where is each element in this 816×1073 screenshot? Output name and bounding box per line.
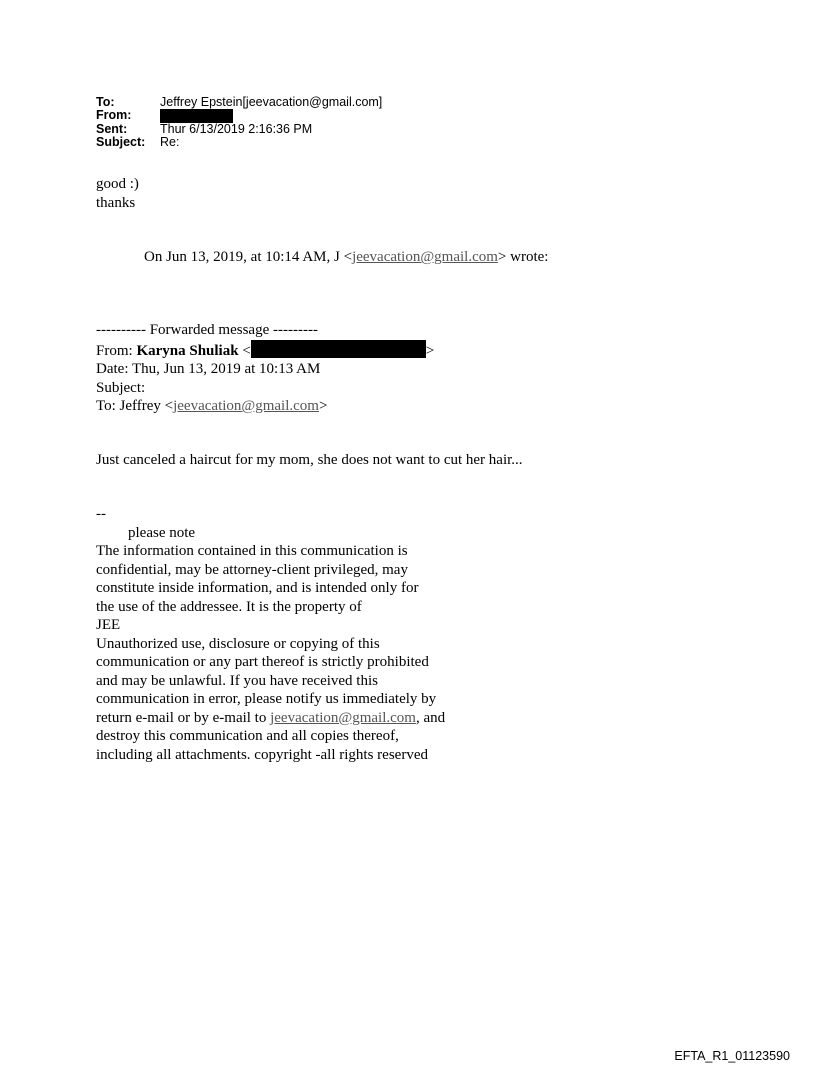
- signature-line: confidential, may be attorney-client privileged, may: [96, 561, 408, 578]
- subject-value: Re:: [160, 135, 180, 149]
- return-prefix: return e-mail or by e-mail to: [96, 709, 271, 726]
- from-label: From:: [96, 108, 132, 122]
- from-open: <: [238, 342, 251, 359]
- signature-line: including all attachments. copyright -all rights reserved: [96, 746, 428, 763]
- forwarded-to: [96, 397, 434, 416]
- signature-dashes: --: [96, 506, 106, 522]
- forwarded-header: [96, 321, 434, 416]
- signature-block: [96, 505, 445, 764]
- to-label: To:: [96, 95, 115, 109]
- forwarded-date: Date: Thu, Jun 13, 2019 at 10:13 AM: [96, 361, 321, 377]
- reply-text: [96, 175, 139, 212]
- from-prefix: From:: [96, 342, 137, 359]
- sender-name: Karyna Shuliak: [136, 342, 239, 359]
- signature-line: Unauthorized use, disclosure or copying of this: [96, 635, 380, 652]
- forwarded-from: [96, 340, 434, 361]
- to-prefix: To: Jeffrey <: [96, 398, 174, 414]
- signature-line: the use of the addressee. It is the property of: [96, 598, 362, 615]
- return-suffix: , and: [415, 709, 446, 726]
- signature-line: and may be unlawful. If you have received this: [96, 672, 378, 689]
- to-suffix: >: [318, 398, 328, 414]
- email-header: [96, 96, 382, 149]
- to-email-link[interactable]: jeevacation@gmail.com: [173, 398, 319, 414]
- from-close: >: [425, 342, 435, 359]
- quote-email-link[interactable]: jeevacation@gmail.com: [352, 249, 498, 265]
- forwarded-subject: Subject:: [96, 379, 146, 396]
- sent-label: Sent:: [96, 122, 128, 136]
- to-value: Jeffrey Epstein[jeevacation@gmail.com]: [160, 95, 383, 109]
- message-body: Just canceled a haircut for my mom, she does not want to cut her hair...: [96, 452, 523, 468]
- subject-row: [96, 136, 382, 149]
- signature-line: The information contained in this communication is: [96, 543, 408, 559]
- reply-line: good :): [96, 176, 139, 192]
- quote-attribution: [144, 248, 548, 267]
- quote-prefix: On Jun 13, 2019, at 10:14 AM, J <: [144, 249, 353, 265]
- redaction-box: [251, 340, 426, 358]
- from-row: [96, 109, 382, 123]
- sent-value: Thur 6/13/2019 2:16:36 PM: [160, 122, 313, 136]
- signature-return-line: [96, 709, 445, 728]
- to-row: [96, 96, 382, 109]
- forwarded-divider: ---------- Forwarded message ---------: [96, 322, 318, 338]
- subject-label: Subject:: [96, 135, 146, 149]
- signature-note: please note: [128, 524, 196, 541]
- signature-line: communication in error, please notify us immediately by: [96, 691, 437, 707]
- return-email-link[interactable]: jeevacation@gmail.com: [270, 709, 416, 726]
- signature-line: communication or any part thereof is strictly prohibited: [96, 654, 429, 670]
- signature-line: constitute inside information, and is intended only for: [96, 580, 419, 596]
- signature-line: destroy this communication and all copies thereof,: [96, 728, 399, 744]
- reply-line: thanks: [96, 194, 136, 211]
- redaction-box: [160, 109, 233, 123]
- quote-suffix: > wrote:: [497, 249, 549, 265]
- document-id: EFTA_R1_01123590: [674, 1049, 790, 1063]
- signature-line: JEE: [96, 617, 121, 633]
